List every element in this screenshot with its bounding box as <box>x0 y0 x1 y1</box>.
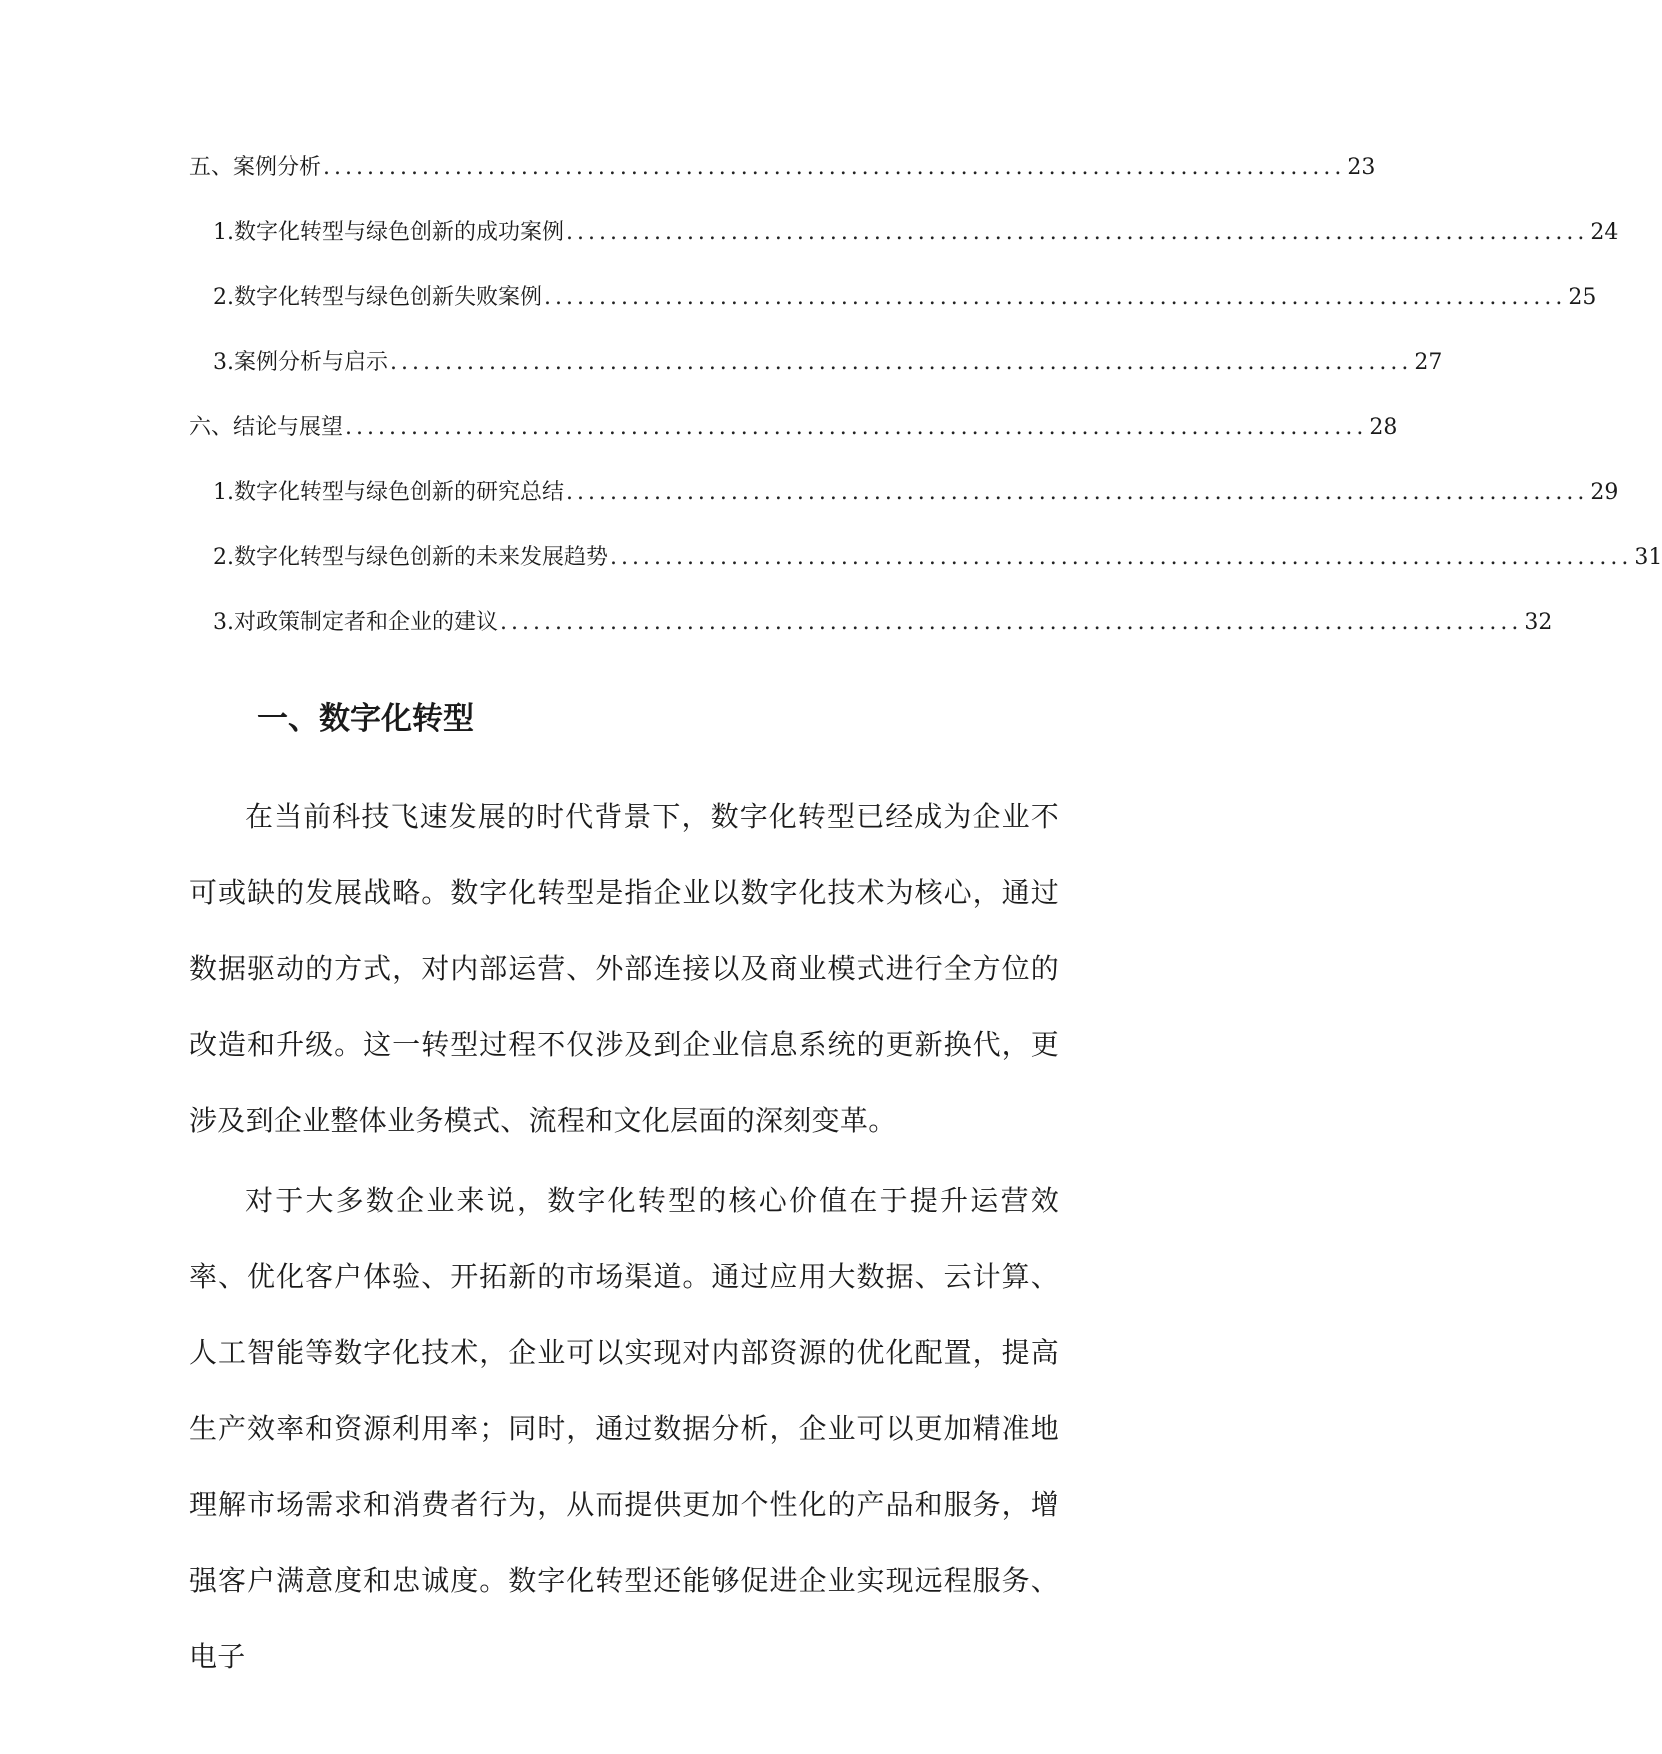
toc-entry[interactable] <box>189 148 1376 213</box>
toc-entry-title: 案例分析与启示 <box>234 350 389 375</box>
toc-entry-page: 28 <box>1369 415 1398 440</box>
toc-leader-dots: ............................................................................................. <box>566 480 1589 505</box>
toc-entry-page: 25 <box>1568 285 1597 310</box>
toc-entry[interactable] <box>189 278 1597 343</box>
toc-entry[interactable] <box>189 538 1662 603</box>
toc-entry-number: 2. <box>213 285 234 310</box>
toc-leader-dots: ............................................................................................. <box>500 610 1523 635</box>
toc-entry-page: 29 <box>1590 480 1619 505</box>
toc-entry-number: 1. <box>213 480 234 505</box>
toc-entry-title: 数字化转型与绿色创新失败案例 <box>234 285 543 310</box>
toc-entry[interactable] <box>189 473 1619 538</box>
toc-entry[interactable] <box>189 603 1553 668</box>
toc-entry-title: 六、结论与展望 <box>189 415 344 440</box>
toc-entry-number: 3. <box>213 610 234 635</box>
body-paragraph: 对于大多数企业来说，数字化转型的核心价值在于提升运营效率、优化客户体验、开拓新的市场渠道。通过应用大数据、云计算、人工智能等数字化技术，企业可以实现对内部资源的优化配置，提高生产效率和资源利用率；同时，通过数据分析，企业可以更加精准地理解市场需求和消费者行为，从而提供更加个性化的产品和服务，增强客户满意度和忠诚度。数字化转型还能够促进企业实现远程服务、电子 <box>189 1184 1059 1673</box>
toc-entry-number: 3. <box>213 350 234 375</box>
toc-entry-title: 五、案例分析 <box>189 155 322 180</box>
toc-entry-title: 数字化转型与绿色创新的成功案例 <box>234 220 565 245</box>
toc-entry[interactable] <box>189 343 1443 408</box>
toc-leader-dots: ............................................................................................. <box>323 155 1346 180</box>
toc-entry[interactable] <box>189 408 1398 473</box>
toc-entry[interactable] <box>189 213 1619 278</box>
toc-entry-page: 31 <box>1634 545 1662 570</box>
section-heading: 一、数字化转型 <box>257 701 474 737</box>
toc-leader-dots: ............................................................................................. <box>566 220 1589 245</box>
toc-entry-page: 32 <box>1524 610 1553 635</box>
toc-entry-number: 2. <box>213 545 234 570</box>
body-paragraph: 在当前科技飞速发展的时代背景下，数字化转型已经成为企业不可或缺的发展战略。数字化转型是指企业以数字化技术为核心，通过数据驱动的方式，对内部运营、外部连接以及商业模式进行全方位的改造和升级。这一转型过程不仅涉及到企业信息系统的更新换代，更涉及到企业整体业务模式、流程和文化层面的深刻变革。 <box>189 800 1059 1137</box>
toc-leader-dots: ............................................................................................. <box>390 350 1413 375</box>
toc-entry-title: 数字化转型与绿色创新的未来发展趋势 <box>234 545 609 570</box>
toc-entry-title: 对政策制定者和企业的建议 <box>234 610 499 635</box>
toc-entry-number: 1. <box>213 220 234 245</box>
toc-leader-dots: ............................................................................................. <box>544 285 1567 310</box>
toc-entry-page: 24 <box>1590 220 1619 245</box>
toc-entry-page: 23 <box>1347 155 1376 180</box>
table-of-contents <box>189 148 1662 668</box>
toc-entry-title: 数字化转型与绿色创新的研究总结 <box>234 480 565 505</box>
toc-leader-dots: ............................................................................................. <box>610 545 1633 570</box>
toc-entry-page: 27 <box>1414 350 1443 375</box>
toc-leader-dots: ............................................................................................. <box>345 415 1368 440</box>
